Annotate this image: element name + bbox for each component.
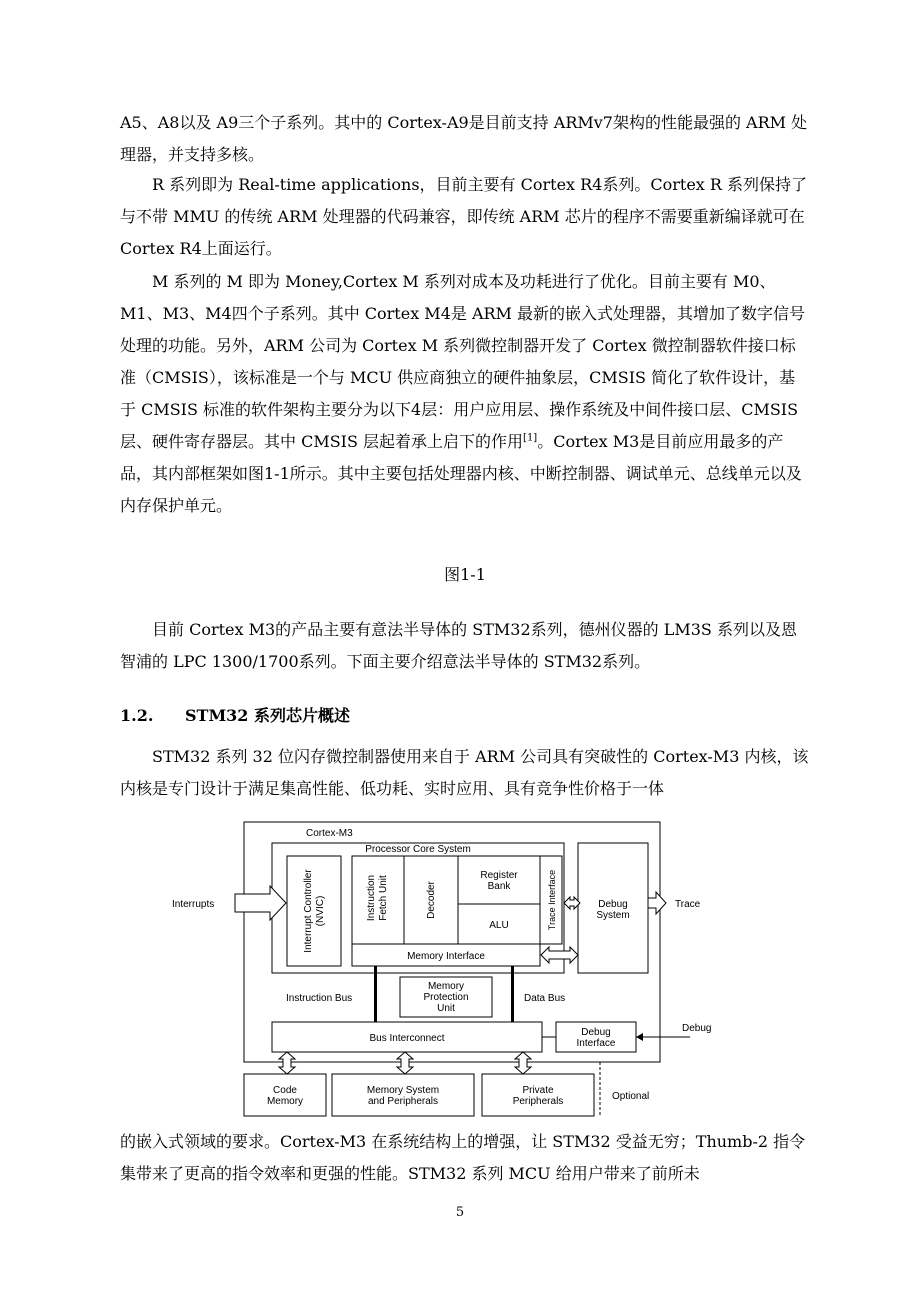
alu-label: ALU bbox=[489, 920, 509, 931]
paragraph-2: R 系列即为 Real-time applications，目前主要有 Cortex R4系列。Cortex R 系列保持了与不带 MMU 的传统 ARM 处理器的代码兼容，即传统 ARM 芯片的程序不需要重新编译就可在 Cortex R4上面运行。 bbox=[120, 175, 808, 258]
trace-label: Trace bbox=[675, 899, 701, 910]
register-bank-label-1: Register bbox=[480, 870, 518, 881]
trace-interface-label: Trace Interface bbox=[547, 869, 557, 931]
paragraph-1: A5、A8以及 A9三个子系列。其中的 Cortex-A9是目前支持 ARMv7架构的性能最强的 ARM 处理器，并支持多核。 bbox=[120, 113, 808, 164]
decoder-label: Decoder bbox=[426, 881, 437, 919]
cortex-m3-label: Cortex-M3 bbox=[306, 828, 353, 839]
section-number: 1.2. bbox=[120, 706, 154, 725]
instruction-bus-label: Instruction Bus bbox=[286, 993, 353, 1004]
debug-system-label-1: Debug bbox=[598, 899, 628, 910]
debug-interface-label-2: Interface bbox=[576, 1038, 616, 1049]
fetch-unit-label-2: Fetch Unit bbox=[378, 875, 389, 921]
cortex-m3-block-diagram bbox=[160, 818, 730, 1120]
private-peripherals-label-2: Peripherals bbox=[512, 1096, 564, 1107]
bus-interconnect-label: Bus Interconnect bbox=[369, 1033, 445, 1044]
fetch-unit-label-1: Instruction bbox=[366, 874, 377, 922]
page-number: 5 bbox=[455, 1205, 465, 1220]
section-heading bbox=[120, 700, 810, 732]
debug-system-label-2: System bbox=[596, 910, 630, 921]
processor-core-system-label: Processor Core System bbox=[365, 844, 471, 855]
instruction-bus-line bbox=[374, 966, 377, 1022]
register-bank-label-2: Bank bbox=[487, 881, 511, 892]
paragraph-3 bbox=[120, 266, 810, 522]
memory-system-label-1: Memory System bbox=[366, 1085, 440, 1096]
citation-ref: [1] bbox=[523, 432, 538, 444]
data-bus-line bbox=[511, 966, 514, 1022]
mpu-label-2: Protection bbox=[423, 992, 469, 1003]
optional-label: Optional bbox=[612, 1091, 650, 1102]
paragraph-4: 目前 Cortex M3的产品主要有意法半导体的 STM32系列，德州仪器的 LM3S 系列以及恩智浦的 LPC 1300/1700系列。下面主要介绍意法半导体的 STM32系列。 bbox=[120, 620, 797, 671]
nvic-label-1: Interrupt Controller bbox=[303, 869, 314, 953]
memory-interface-label: Memory Interface bbox=[407, 951, 485, 962]
private-peripherals-label-1: Private bbox=[522, 1085, 554, 1096]
nvic-label-2: (NVIC) bbox=[315, 895, 326, 927]
code-memory-label-2: Memory bbox=[266, 1096, 304, 1107]
debug-interface-label-1: Debug bbox=[581, 1027, 611, 1038]
code-memory-label-1: Code bbox=[273, 1085, 297, 1096]
memory-system-label-2: and Peripherals bbox=[367, 1096, 439, 1107]
mpu-label-3: Unit bbox=[437, 1003, 455, 1014]
interrupts-label: Interrupts bbox=[172, 899, 215, 910]
paragraph-6: 的嵌入式领域的要求。Cortex-M3 在系统结构上的增强，让 STM32 受益无穷；Thumb-2 指令集带来了更高的指令效率和更强的性能。STM32 系列 MCU 给用户带来了前所未 bbox=[120, 1132, 806, 1183]
data-bus-label: Data Bus bbox=[524, 993, 566, 1004]
mpu-label-1: Memory bbox=[427, 981, 465, 992]
debug-label: Debug bbox=[682, 1023, 712, 1034]
figure-caption: 图1-1 bbox=[444, 565, 486, 584]
paragraph-3-text-b: 。Cortex M3是目前应用最多的产品，其内部框架如图1-1所示。其中主要包括处理器内核、中断控制器、调试单元、总线单元以及内存保护单元。 bbox=[120, 432, 802, 515]
paragraph-3-text-a: M 系列的 M 即为 Money,Cortex M 系列对成本及功耗进行了优化。目前主要有 M0、M1、M3、M4四个子系列。其中 Cortex M4是 ARM 最新的嵌入式处理器，其增加了数字信号处理的功能。另外，ARM 公司为 Cortex M 系列微控制器开发了 Cortex 微控制器软件接口标准（CMSIS），该标准是一个与 MCU 供应商独立的硬件抽象层，CMSIS 简化了软件设计，基于 CMSIS 标准的软件架构主要分为以下4层：用户应用层、操作系统及中间件接口层、CMSIS 层、硬件寄存器层。其中 CMSIS 层起着承上启下的作用 bbox=[120, 272, 806, 451]
nvic-box bbox=[287, 856, 341, 966]
section-title: STM32 系列芯片概述 bbox=[185, 706, 351, 725]
paragraph-5: STM32 系列 32 位闪存微控制器使用来自于 ARM 公司具有突破性的 Cortex-M3 内核，该内核是专门设计于满足集高性能、低功耗、实时应用、具有竞争性价格于一体 bbox=[120, 747, 809, 798]
